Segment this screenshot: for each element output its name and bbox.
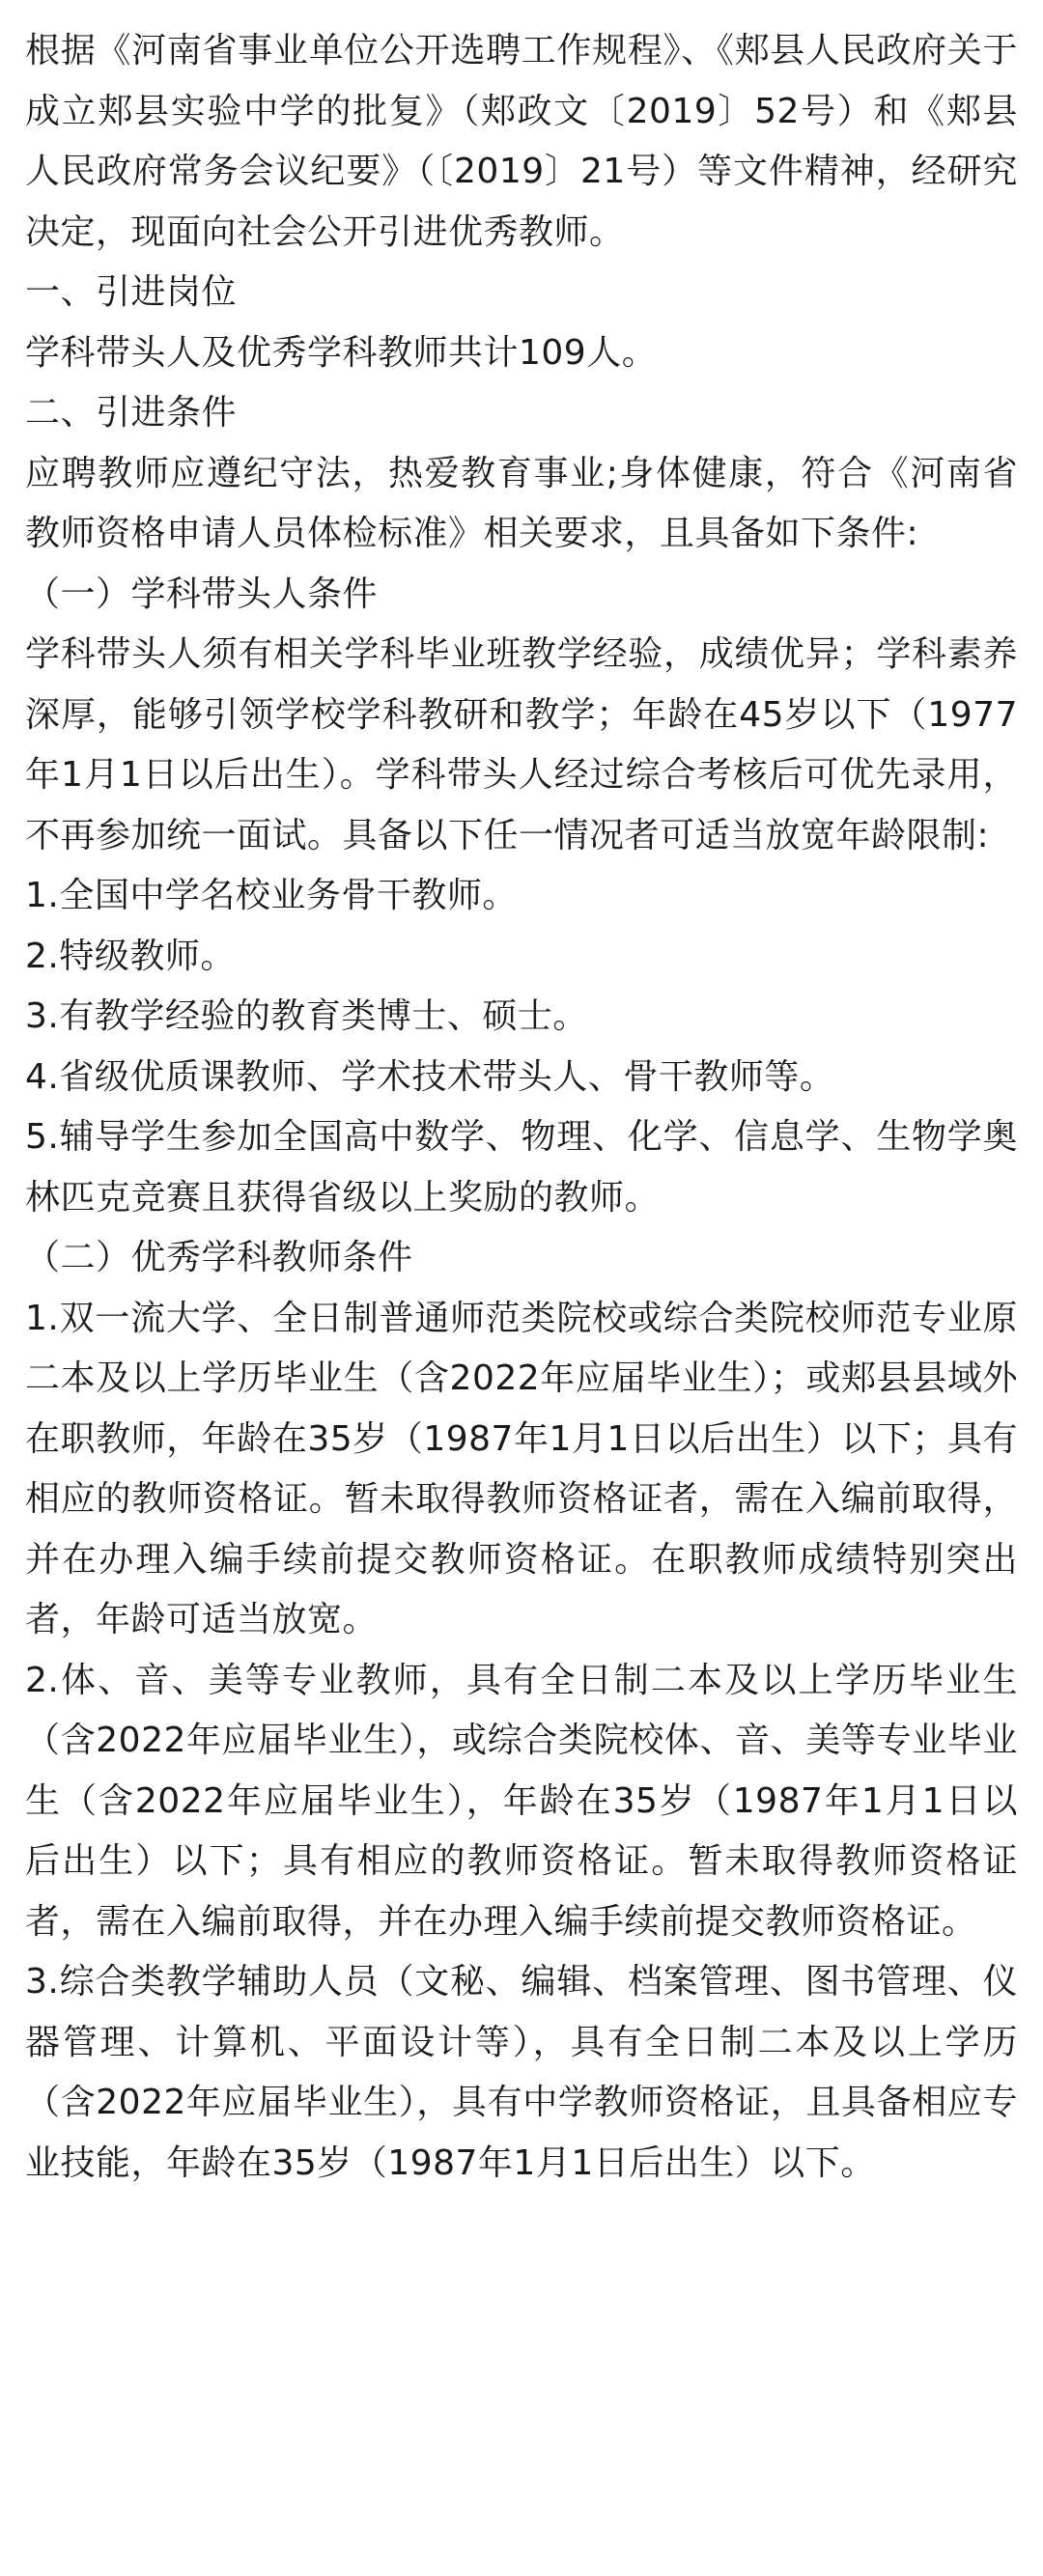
list-item: 5.辅导学生参加全国高中数学、物理、化学、信息学、生物学奥林匹克竞赛且获得省级以上奖励的教师。	[25, 1117, 1018, 1218]
list-item: 2.体、音、美等专业教师，具有全日制二本及以上学历毕业生（含2022年应届毕业生），或综合类院校体、音、美等专业毕业生（含2022年应届毕业生），年龄在35岁（1987年1月1日以后出生）以下；具有相应的教师资格证。暂未取得教师资格证者，需在入编前取得，并在办理入编手续前提交教师资格证。	[25, 1660, 1018, 1942]
list-item: 3.有教学经验的教育类博士、硕士。	[25, 996, 588, 1036]
subheading-subject-leader: （一）学科带头人条件	[25, 574, 379, 614]
positions-paragraph: 学科带头人及优秀学科教师共计109人。	[25, 332, 658, 373]
list-item: 1.全国中学名校业务骨干教师。	[25, 876, 518, 915]
subject-leader-paragraph: 学科带头人须有相关学科毕业班教学经验，成绩优异；学科素养深厚，能够引领学校学科教研和教学；年龄在45岁以下（1977年1月1日以后出生）。学科带头人经过综合考核后可优先录用，不再参加统一面试。具备以下任一情况者可适当放宽年龄限制:	[25, 634, 1018, 855]
list-item: 2.特级教师。	[25, 936, 236, 976]
subheading-excellent-teacher: （二）优秀学科教师条件	[25, 1238, 413, 1277]
list-item: 3.综合类教学辅助人员（文秘、编辑、档案管理、图书管理、仪器管理、计算机、平面设计等），具有全日制二本及以上学历（含2022年应届毕业生），具有中学教师资格证，且具备相应专业技能，年龄在35岁（1987年1月1日后出生）以下。	[25, 1962, 1018, 2183]
list-item: 4.省级优质课教师、学术技术带头人、骨干教师等。	[25, 1056, 835, 1097]
conditions-paragraph: 应聘教师应遵纪守法，热爱教育事业;身体健康，符合《河南省教师资格申请人员体检标准》相关要求，且具备如下条件:	[25, 453, 1018, 553]
section-heading-conditions: 二、引进条件	[25, 393, 238, 433]
list-item: 1.双一流大学、全日制普通师范类院校或综合类院校师范专业原二本及以上学历毕业生（含2022年应届毕业生）；或郏县县域外在职教师，年龄在35岁（1987年1月1日以后出生）以下；具有相应的教师资格证。暂未取得教师资格证者，需在入编前取得，并在办理入编手续前提交教师资格证。在职教师成绩特别突出者，年龄可适当放宽。	[25, 1298, 1018, 1639]
intro-paragraph: 根据《河南省事业单位公开选聘工作规程》、《郏县人民政府关于成立郏县实验中学的批复》（郏政文〔2019〕52号）和《郏县人民政府常务会议纪要》（〔2019〕21号）等文件精神，经研究决定，现面向社会公开引进优秀教师。	[25, 31, 1018, 252]
section-heading-positions: 一、引进岗位	[25, 272, 238, 312]
